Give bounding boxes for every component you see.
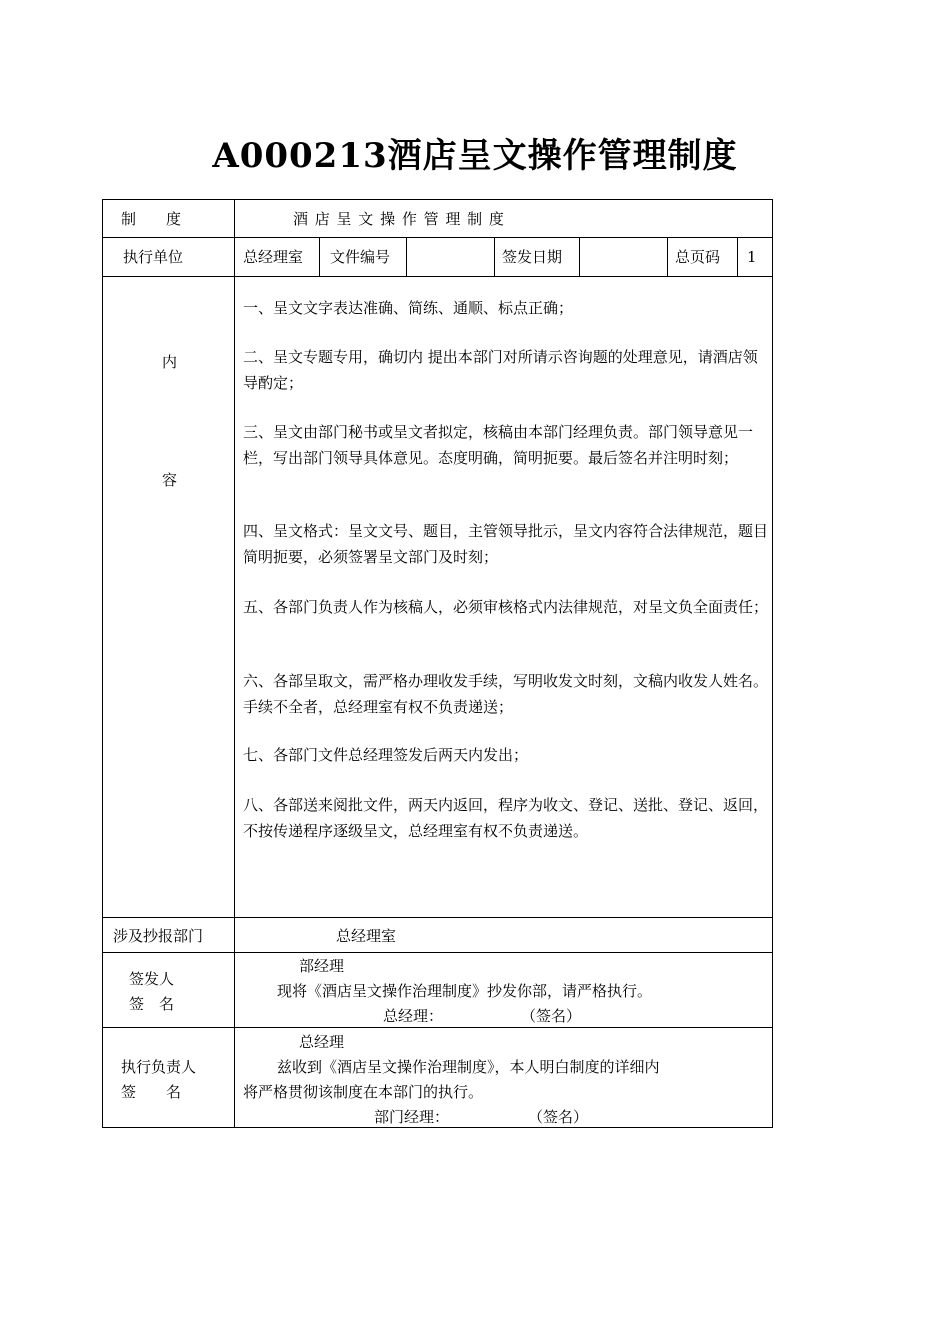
issuer-signature-label: 总经理： (383, 1007, 444, 1025)
content-item-3: 三、呈文由部门秘书或呈文者拟定，核稿由本部门经理负责。部门领导意见一栏，写出部门领导具体意见。态度明确，简明扼要。最后签名并注明时刻； (243, 423, 754, 467)
executor-salutation: 总经理 (299, 1033, 345, 1051)
exec-unit-label: 执行单位 (123, 248, 184, 266)
issuer-body: 现将《酒店呈文操作治理制度》抄发你部，请严格执行。 (277, 982, 653, 1000)
content-item-1: 一、呈文文字表达准确、简练、通顺、标点正确； (243, 299, 574, 317)
executor-body-line2: 将严格贯彻该制度在本部门的执行。 (243, 1083, 484, 1101)
column-divider (737, 237, 738, 276)
row-divider (103, 237, 772, 238)
cc-departments-value: 总经理室 (336, 927, 397, 945)
content-label-bottom: 容 (162, 471, 178, 489)
issue-date-label: 签发日期 (502, 248, 563, 266)
regulation-form-table (102, 199, 773, 1128)
column-divider (234, 200, 235, 1127)
column-divider (319, 237, 320, 276)
content-item-4: 四、呈文格式：呈文文号、题目，主管领导批示，呈文内容符合法律规范，题目简明扼要，必须签署呈文部门及时刻； (243, 522, 769, 566)
column-divider (494, 237, 495, 276)
total-pages-label: 总页码 (675, 248, 721, 266)
row-divider (103, 1027, 772, 1028)
cc-departments-label: 涉及抄报部门 (113, 927, 204, 945)
file-number-label: 文件编号 (330, 248, 391, 266)
issuer-sign-label: 签 名 (129, 995, 175, 1013)
column-divider (579, 237, 580, 276)
column-divider (406, 237, 407, 276)
issuer-label: 签发人 (129, 970, 175, 988)
executor-label: 执行负责人 (121, 1058, 197, 1076)
regulation-label: 制 度 (121, 210, 182, 228)
issuer-signature-hint: （签名） (521, 1007, 582, 1025)
content-item-7: 七、各部门文件总经理签发后两天内发出； (243, 746, 529, 764)
total-pages-value: 1 (747, 248, 757, 266)
row-divider (103, 952, 772, 953)
executor-signature-hint: （签名） (528, 1108, 589, 1126)
row-divider (103, 917, 772, 918)
content-item-6: 六、各部呈取文，需严格办理收发手续，写明收发文时刻，文稿内收发人姓名。手续不全者，总经理室有权不负责递送； (243, 672, 769, 716)
content-item-8: 八、各部送来阅批文件，两天内返回，程序为收文、登记、送批、登记、返回，不按传递程序逐级呈文，总经理室有权不负责递送。 (243, 796, 769, 840)
regulation-name: 酒 店 呈 文 操 作 管 理 制 度 (293, 210, 505, 228)
row-divider (103, 276, 772, 277)
content-label-top: 内 (162, 353, 178, 371)
executor-body-line1: 兹收到《酒店呈文操作治理制度》，本人明白制度的详细内 (277, 1058, 660, 1076)
issuer-salutation: 部经理 (299, 957, 345, 975)
column-divider (667, 237, 668, 276)
content-item-2: 二、呈文专题专用，确切内 提出本部门对所请示咨询题的处理意见，请酒店领导酌定； (243, 348, 758, 392)
document-title: A000213酒店呈文操作管理制度 (212, 136, 738, 176)
content-item-5: 五、各部门负责人作为核稿人，必须审核格式内法律规范，对呈文负全面责任； (243, 598, 769, 616)
executor-sign-label: 签 名 (121, 1083, 182, 1101)
executor-signature-label: 部门经理： (374, 1108, 450, 1126)
exec-unit-value: 总经理室 (243, 248, 304, 266)
